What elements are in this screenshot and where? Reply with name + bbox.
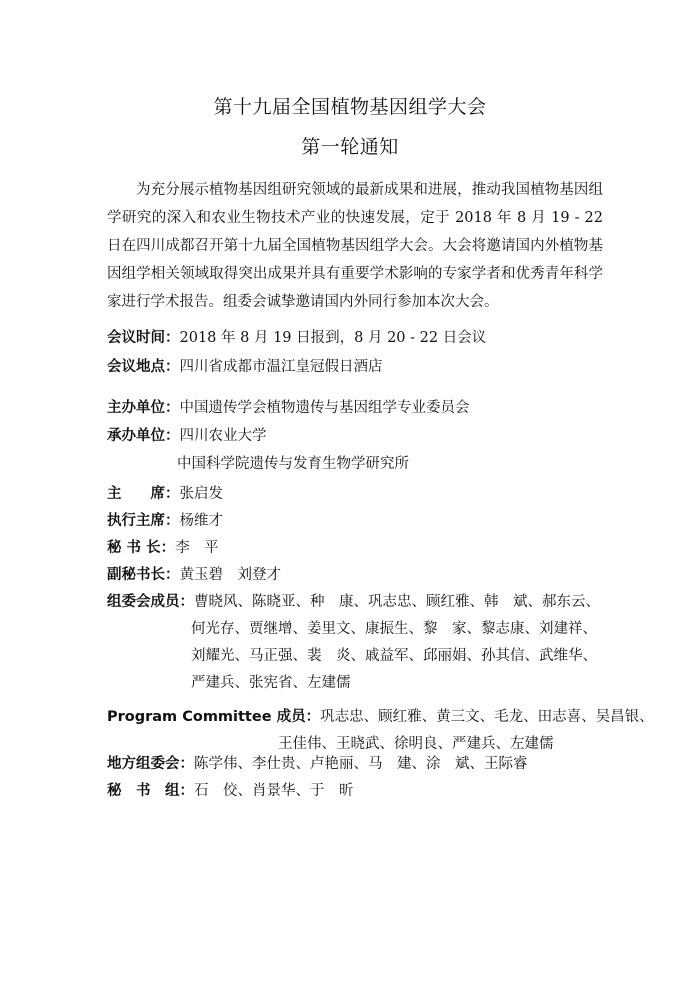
co-organizer-value-2: 中国科学院遗传与发育生物学研究所 — [177, 456, 409, 472]
committee-label: 组委会成员： — [107, 594, 194, 610]
secretary-general-value: 李 平 — [175, 540, 219, 556]
secretary-general-label: 秘 书 长： — [107, 540, 176, 556]
local-committee-value: 陈学伟、李仕贵、卢艳丽、马 建、涂 斌、王际睿 — [194, 756, 528, 772]
exec-chair-value: 杨维才 — [179, 513, 223, 529]
deputy-secretary-general-row — [107, 563, 281, 587]
exec-chair-label: 执行主席： — [107, 513, 180, 529]
secretariat-label: 秘 书 组： — [107, 783, 194, 799]
committee-line-4: 严建兵、张宪省、左建儒 — [191, 675, 351, 691]
secretary-general-row — [107, 536, 219, 560]
co-organizer-row — [107, 424, 267, 448]
deputy-secretary-general-value: 黄玉碧 刘登才 — [179, 567, 281, 583]
meeting-place-row — [107, 355, 383, 379]
meeting-time-value: 2018 年 8 月 19 日报到，8 月 20 - 22 日会议 — [179, 330, 487, 346]
meeting-time-row — [107, 326, 486, 350]
intro-paragraph: 为充分展示植物基因组研究领域的最新成果和进展，推动我国植物基因组学研究的深入和农业生物技术产业的快速发展，定于 2018 年 8 月 19 - 22 日在四川成都召开第十九届全国植物基因组学大会。大会将邀请国内外植物基因组学相关领域取得突出成果并具有重要学术影响的专家学者和优秀青年科学家进行学术报告。组委会诚挚邀请国内外同行参加本次大会。 — [107, 182, 603, 310]
secretariat-row — [107, 779, 354, 803]
meeting-place-value: 四川省成都市温江皇冠假日酒店 — [179, 359, 383, 375]
co-organizer-label: 承办单位： — [107, 428, 180, 444]
co-organizer-value-1: 四川农业大学 — [179, 428, 267, 444]
host-row — [107, 396, 470, 420]
chair-value: 张启发 — [179, 486, 223, 502]
chair-row — [107, 482, 223, 506]
host-value: 中国遗传学会植物遗传与基因组学专业委员会 — [179, 400, 470, 416]
committee-line-1: 曹晓风、陈晓亚、种 康、巩志忠、顾红雅、韩 斌、郝东云、 — [194, 594, 600, 610]
program-committee-line-1: 巩志忠、顾红雅、黄三文、毛龙、田志喜、吴昌银、 — [320, 709, 654, 725]
host-label: 主办单位： — [107, 400, 180, 416]
program-committee-label: Program Committee 成员： — [107, 709, 321, 725]
program-committee-row — [107, 705, 654, 729]
exec-chair-row — [107, 509, 223, 533]
committee-row — [107, 590, 600, 614]
local-committee-label: 地方组委会： — [107, 756, 194, 772]
chair-label: 主 席： — [107, 486, 180, 502]
committee-line-2: 何光存、贾继增、姜里文、康振生、黎 家、黎志康、刘建祥、 — [191, 621, 597, 637]
meeting-time-label: 会议时间： — [107, 330, 180, 346]
meeting-place-label: 会议地点： — [107, 359, 180, 375]
local-committee-row — [107, 752, 528, 776]
program-committee-line-2: 王佳伟、王晓武、徐明良、严建兵、左建儒 — [278, 736, 554, 752]
deputy-secretary-general-label: 副秘书长： — [107, 567, 180, 583]
page-subtitle: 第一轮通知 — [301, 136, 399, 158]
page-title: 第十九届全国植物基因组学大会 — [213, 96, 487, 118]
secretariat-value: 石 佼、肖景华、于 昕 — [194, 783, 354, 799]
committee-line-3: 刘耀光、马正强、裴 炎、戚益军、邱丽娟、孙其信、武维华、 — [191, 648, 597, 664]
